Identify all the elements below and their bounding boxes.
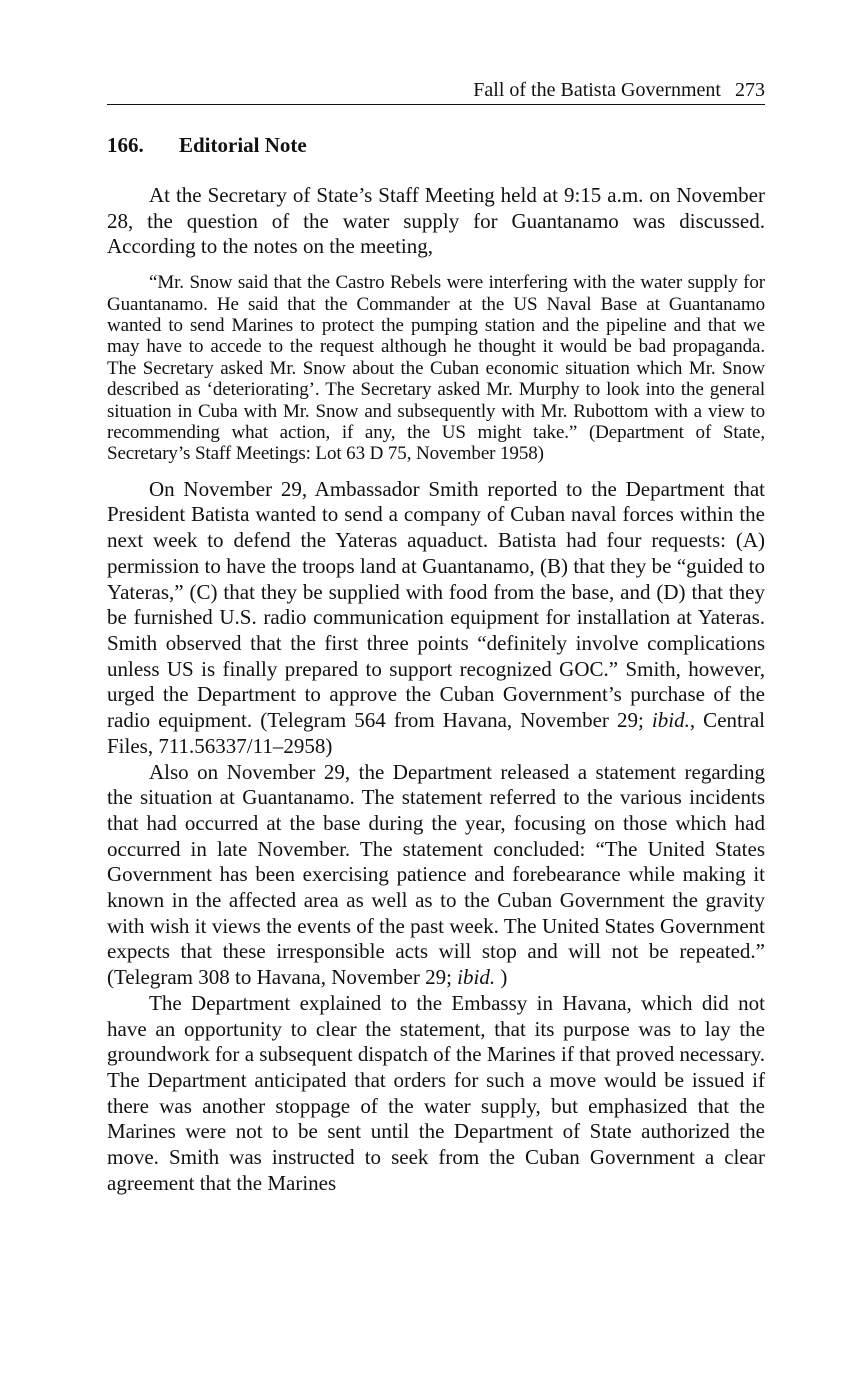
block-quote: “Mr. Snow said that the Castro Rebels were interfering with the water supply for Guantanamo. He said that the Commander at the US Naval Base at Guantanamo wanted to send Marines to protect the pumping station and the pipeline and that we may have to accede to the request although he thought it would be bad propaganda. The Secretary asked Mr. Snow about the Cuban economic situation which Mr. Snow described as ‘deteriorating’. The Secretary asked Mr. Murphy to look into the general situation in Cuba with Mr. Snow and subsequently with Mr. Rubottom with a view to recommending what action, if any, the US might take.” (Department of State, Secretary’s Staff Meetings: Lot 63 D 75, November 1958) [107,272,765,465]
document-number: 166. [107,133,144,157]
document-heading [107,130,307,160]
document-title: Editorial Note [179,133,307,157]
running-head [107,76,765,105]
paragraph-smith-report-text: On November 29, Ambassador Smith reported to the Department that President Batista wanted to send a company of Cuban naval forces within the next week to defend the Yateras aquaduct. Batista had four requests: (A) permission to have the troops land at Guantanamo, (B) that they be “guided to Yateras,” (C) that they be supplied with food from the base, and (D) that they be furnished U.S. radio communication equipment for installation at Yateras. Smith observed that the first three points “definitely involve complications unless US is finally prepared to support recognized GOC.” Smith, however, urged the Department to approve the Cuban Government’s purchase of the radio equipment. (Telegram 564 from Havana, November 29; [107,476,765,733]
paragraph-department-statement-text: Also on November 29, the Department released a statement regarding the situation at Guantanamo. The statement referred to the various incidents that had occurred at the base during the year, focusing on those which had occurred in late November. The statement concluded: “The United States Government has been exercising patience and forebearance while making it known in the affected area as well as to the Cuban Government the gravity with wish it views the events of the past week. The United States Government expects that these irresponsible acts will stop and will not be repeated.” (Telegram 308 to Havana, November 29; [107,759,765,990]
paragraph-smith-report [107,477,765,760]
paragraph-department-statement-citation: ) [495,965,508,990]
ibid-citation: ibid. [651,708,690,733]
paragraph-embassy-explanation: The Department explained to the Embassy in Havana, which did not have an opportunity to clear the statement, that its purpose was to lay the groundwork for a subsequent dispatch of the Marines if that proved necessary. The Department anticipated that orders for such a move would be issued if there was another stoppage of the water supply, but emphasized that the Marines were not to be sent until the Department of State authorized the move. Smith was instructed to seek from the Cuban Government a clear agreement that the Marines [107,990,765,1195]
body-text [107,183,765,1196]
paragraph-smith-report-citation: , Central Files, 711.56337/11–2958) [107,708,765,758]
paragraph-department-statement [107,760,765,991]
ibid-citation: ibid. [457,965,496,990]
paragraph-intro: At the Secretary of State’s Staff Meeting held at 9:15 a.m. on November 28, the question of the water supply for Guantanamo was discussed. According to the notes on the meeting, [107,183,765,259]
running-title: Fall of the Batista Government [473,79,721,101]
page-number: 273 [735,79,765,101]
